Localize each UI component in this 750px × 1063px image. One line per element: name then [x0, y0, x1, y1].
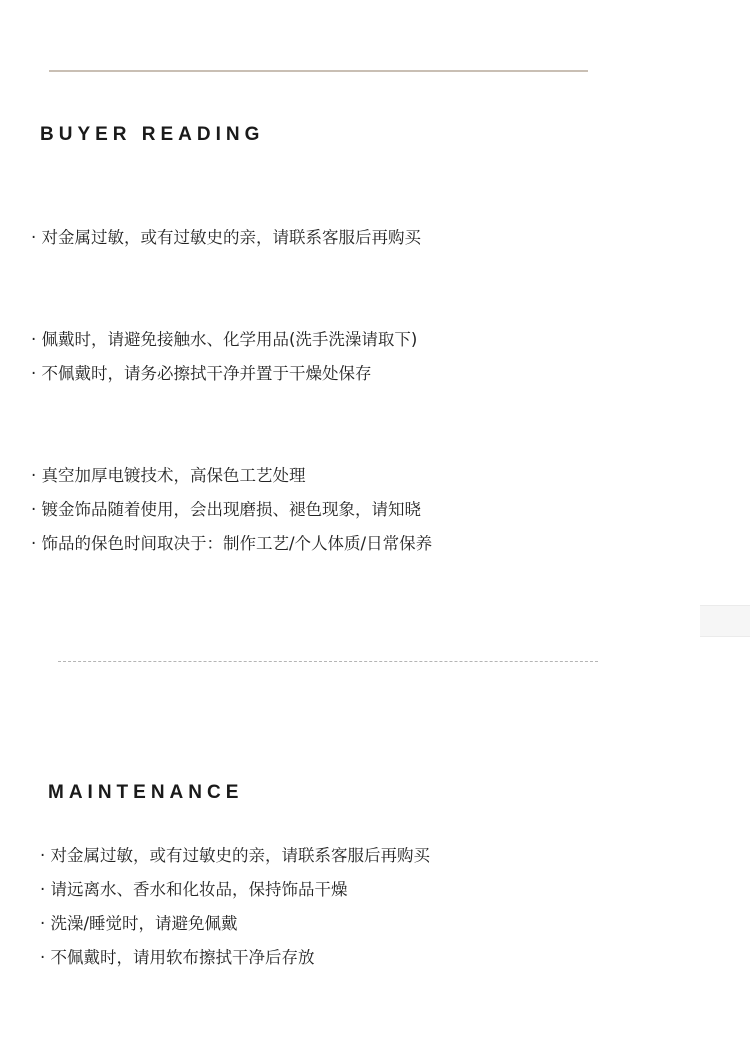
- buyer-reading-line: · 饰品的保色时间取决于：制作工艺/个人体质/日常保养: [31, 534, 433, 553]
- maintenance-heading: MAINTENANCE: [48, 782, 244, 803]
- buyer-reading-line: · 佩戴时，请避免接触水、化学用品(洗手洗澡请取下): [31, 330, 418, 349]
- buyer-reading-line: · 对金属过敏，或有过敏史的亲，请联系客服后再购买: [31, 228, 421, 247]
- side-tab[interactable]: [700, 605, 750, 637]
- top-divider: [49, 70, 588, 72]
- dashed-divider: [58, 661, 598, 662]
- buyer-reading-line: · 不佩戴时，请务必擦拭干净并置于干燥处保存: [31, 364, 372, 383]
- buyer-reading-line: · 镀金饰品随着使用，会出现磨损、褪色现象，请知晓: [31, 500, 421, 519]
- maintenance-line: · 不佩戴时，请用软布擦拭干净后存放: [40, 948, 315, 967]
- maintenance-line: · 洗澡/睡觉时，请避免佩戴: [40, 914, 238, 933]
- maintenance-line: · 请远离水、香水和化妆品，保持饰品干燥: [40, 880, 348, 899]
- buyer-reading-heading: BUYER READING: [40, 124, 265, 145]
- buyer-reading-line: · 真空加厚电镀技术，高保色工艺处理: [31, 466, 306, 485]
- maintenance-line: · 对金属过敏，或有过敏史的亲，请联系客服后再购买: [40, 846, 430, 865]
